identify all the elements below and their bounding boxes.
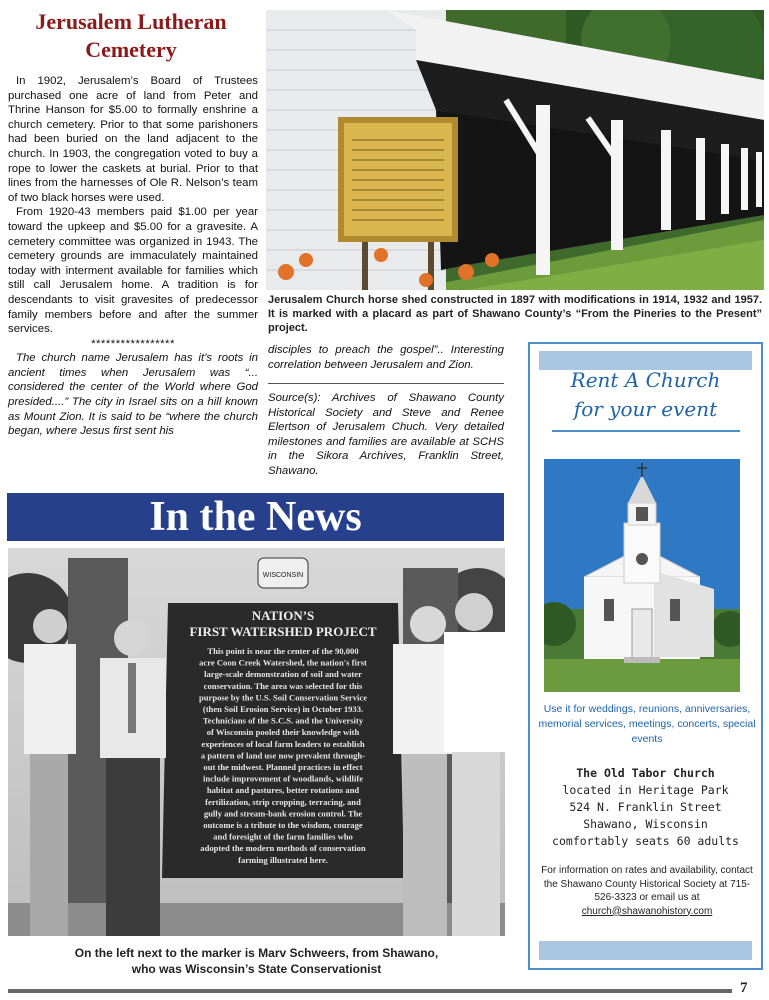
church-street: 524 N. Franklin Street (569, 800, 722, 814)
article-left-column (8, 74, 258, 439)
sign-body-line: a pattern of land use now prevalent through- (200, 750, 366, 761)
sign-body-line: gully and stream-bank erosion control. The (203, 808, 363, 819)
sign-body-line: of Wisconsin pooled their knowledge with (206, 727, 360, 738)
ad-bottom-bar (539, 941, 752, 960)
sign-title-2: FIRST WATERSHED PROJECT (189, 624, 377, 639)
ad-title-line2: for your event (573, 397, 718, 421)
sign-body-line: farming illustrated here. (238, 854, 328, 865)
ad-title-line1: Rent A Church (570, 368, 721, 392)
sign-body-line: acre Coon Creek Watershed, the nation's first (199, 657, 367, 668)
sign-body-line: purpose by the U.S. Soil Conservation Service (198, 692, 368, 703)
sign-body-line: habitat and pastures, better rotations and (206, 785, 360, 796)
ad-uses-text: Use it for weddings, reunions, anniversaries, memorial services, meetings, concerts, special events (538, 703, 756, 745)
sign-body-line: adopted the modern methods of conservation (200, 843, 366, 854)
article-middle-column (268, 343, 504, 372)
sign-body-line: (then Soil Erosion Service) in October 1933. (202, 704, 364, 714)
article-separator: ***************** (91, 337, 175, 350)
article-paragraph-3-continued: disciples to preach the gospel”.. Interesting correlation between Jerusalem and Zion. (268, 344, 504, 371)
footer-rule (8, 989, 732, 993)
contact-text: For information on rates and availability, contact the Shawano County Historical Society at 715-526-3323 or email us at (541, 865, 753, 903)
church-name: The Old Tabor Church (576, 766, 715, 780)
man-4 (444, 593, 505, 936)
article-sources (268, 391, 504, 479)
ad-address (530, 765, 761, 850)
man-2 (100, 620, 166, 936)
article-paragraph-2: From 1920-43 members paid $1.00 per year toward the upkeep and $5.00 for a gravesite. A cemetery committee was organized in 1943. The cemetery grounds are immaculately maintained today with interment available for families which still call Jerusalem home. A tradition is for descendants to visit gravesites of predecessor family members before and after the summer services. (8, 206, 258, 336)
sign-top-label: WISCONSIN (262, 572, 304, 579)
article-title-line1: Jerusalem Lutheran (35, 9, 227, 34)
sign-body-line: experiences of local farm leaders to establish (201, 738, 365, 749)
sign-body-text (199, 646, 367, 865)
news-photo-caption (8, 945, 505, 977)
sources-text: Source(s): Archives of Shawano County Historical Society and Steve and Renee Elertson of Jerusalem Chuch. Very detailed milestones and families are available at SCHS in the Sikora Archives, Franklin Street, Shawano. (268, 392, 504, 477)
rent-a-church-ad (528, 342, 763, 970)
page-number: 7 (740, 980, 748, 996)
church-capacity: comfortably seats 60 adults (552, 834, 739, 848)
sign-body-line: large-scale demonstration of soil and water (204, 669, 362, 680)
sign-body-line: out the midwest. Planned practices in effect (203, 762, 363, 772)
sign-body-line: conservation. The area was selected for this (203, 680, 363, 691)
sign-body-line: Technicians of the S.C.S. and the University (202, 715, 364, 726)
news-caption-line1: On the left next to the marker is Marv Schweers, from Shawano, (74, 946, 439, 960)
sources-divider (268, 383, 504, 384)
article-title (6, 8, 256, 64)
sign-body-line: This point is near the center of the 90,000 (207, 646, 359, 656)
church-location: located in Heritage Park (562, 783, 729, 797)
news-caption-line2: who was Wisconsin’s State Conservationist (131, 962, 382, 976)
church-city: Shawano, Wisconsin (583, 817, 708, 831)
old-tabor-church-photo (544, 459, 740, 692)
sign-body-line: include improvement of woodlands, wildlife (202, 773, 364, 784)
article-paragraph-3: The church name Jerusalem has it’s roots in ancient times when Jerusalem was “... considered the center of the World where God presided....” The city in Israel sits on a hill known as Mount Zion. It is said to be “where the church began, where Jesus first sent his (8, 352, 258, 438)
ad-contact (536, 864, 758, 918)
article-title-line2: Cemetery (85, 37, 177, 62)
watershed-marker-photo (8, 548, 505, 936)
in-the-news-banner: In the News (7, 493, 504, 541)
ad-title-rule (552, 430, 740, 432)
sign-body-line: outcome is a tribute to the wisdom, courage (203, 820, 363, 830)
sign-body-line: fertilization, strip cropping, terracing, and (205, 796, 361, 807)
sign-body-line: and foresight of the farm families who (213, 831, 353, 842)
article-paragraph-1: In 1902, Jerusalem’s Board of Trustees purchased one acre of land from Peter and Thrine Hanson for $5.00 to formally enshrine a church cemetery. Prior to that some parishoners had been buried on the land adjacent to the church. In 1903, the congregation voted to buy a rope to lower the caskets at burial. Prior to that lines from the harnesses of Ole R. Nelson’s team of two black horses were used. (8, 75, 258, 204)
contact-email-link[interactable]: church@shawanohistory.com (581, 905, 713, 917)
sign-title-1: NATION’S (251, 608, 315, 623)
horse-shed-photo (266, 10, 764, 290)
horse-shed-caption: Jerusalem Church horse shed constructed in 1897 with modifications in 1914, 1932 and 1957. It is marked with a placard as part of Shawano County’s “From the Pineries to the Present” project. (268, 294, 762, 334)
